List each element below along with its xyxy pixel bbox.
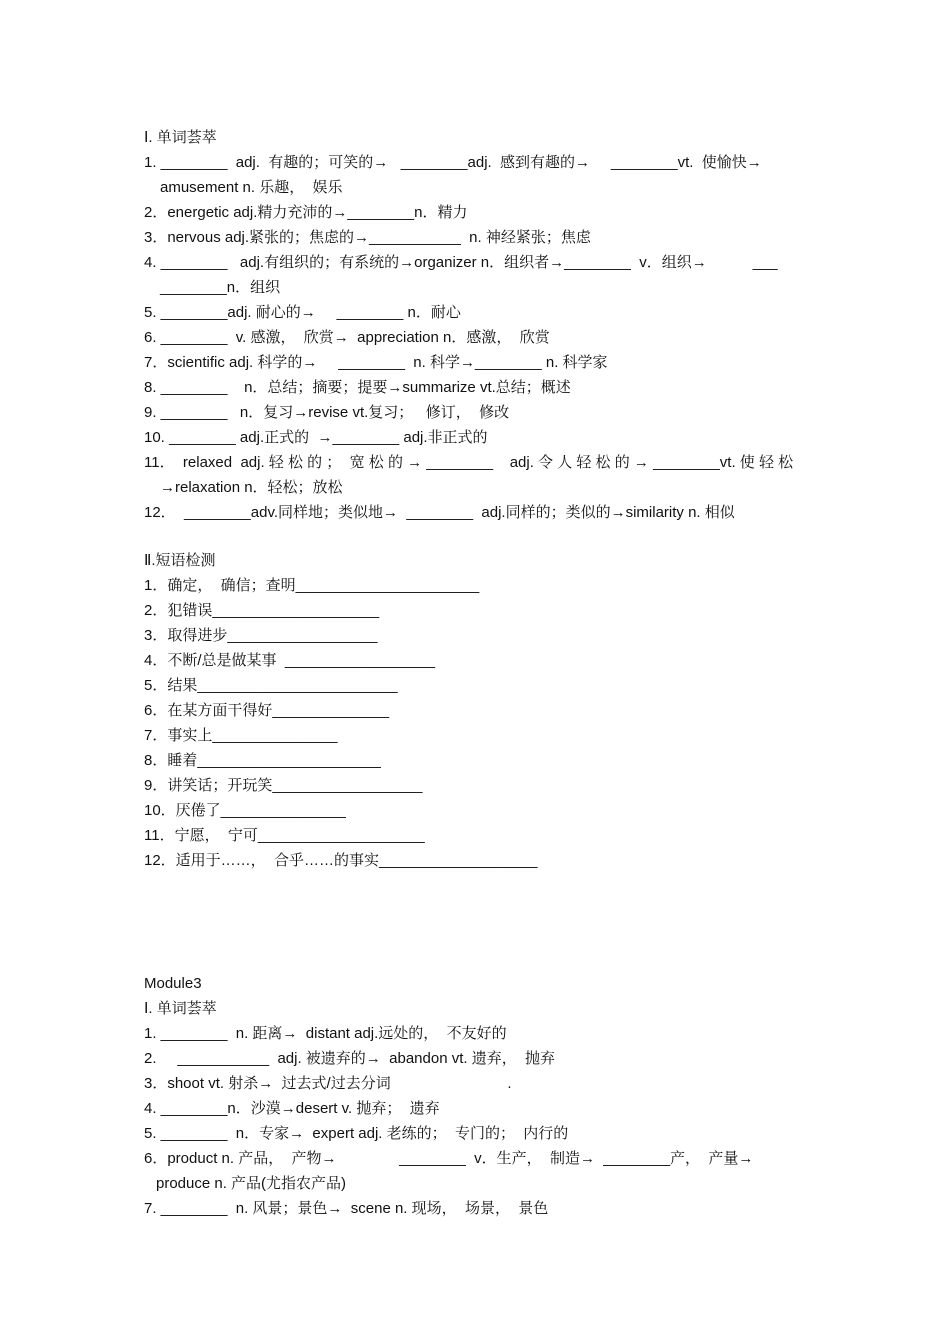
vocab-line: 9. ________ n．复习→revise vt.复习； 修订， 修改 [144,404,510,421]
phrase-line: 2．犯错误____________________ [144,602,380,619]
vocab-line: 2．energetic adj.精力充沛的→________n．精力 [144,204,468,221]
vocab-line: 6. ________ v. 感激， 欣赏→ appreciation n．感激， 欣赏 [144,329,550,346]
phrase-line: 4．不断/总是做某事 __________________ [144,652,436,669]
vocab-heading-1: Ⅰ. 单词荟萃 [144,129,217,146]
vocab-heading-2: Ⅰ. 单词荟萃 [144,1000,217,1017]
vocab-line: amusement n. 乐趣， 娱乐 [160,179,343,196]
phrase-section [144,548,814,873]
vocab-line: 5. ________ n．专家→ expert adj. 老练的； 专门的； 内行的 [144,1125,569,1142]
vocab-line: 1. ________ adj. 有趣的；可笑的→ ________adj. 感到有趣的→ ________vt. 使愉快→ [144,154,762,171]
phrase-line: 10．厌倦了_______________ [144,802,346,819]
phrase-heading: Ⅱ.短语检测 [144,552,216,569]
phrase-line: 9．讲笑话；开玩笑__________________ [144,777,423,794]
vocab-line: 8. ________ n．总结；摘要；提要→summarize vt.总结；概述 [144,379,571,396]
vocab-line: 5. ________adj. 耐心的→ ________ n．耐心 [144,304,461,321]
vocab-line: 12． ________adv.同样地；类似地→ ________ adj.同样的；类似的→similarity n. 相似 [144,504,735,521]
module3-section [144,971,814,1221]
vocab-line: produce n. 产品(尤指农产品) [156,1175,347,1192]
phrase-line: 3．取得进步__________________ [144,627,378,644]
vocab-line: 3．shoot vt. 射杀→ 过去式/过去分词 . [144,1075,512,1092]
vocab-line: 7. ________ n. 风景；景色→ scene n. 现场， 场景， 景色 [144,1200,549,1217]
vocab-line: 6．product n. 产品， 产物→ ________ v．生产， 制造→ ________产， 产量→ [144,1150,754,1167]
vocab-line: 3．nervous adj.紧张的；焦虑的→___________ n. 神经紧张；焦虑 [144,229,591,246]
phrase-line: 7．事实上_______________ [144,727,338,744]
module-title: Module3 [144,975,202,992]
vocab-section-1 [144,125,814,525]
vocab-line: ________n．组织 [160,279,281,296]
vocab-line: 4. ________n．沙漠→desert v. 抛弃； 遗弃 [144,1100,440,1117]
phrase-line: 11．宁愿， 宁可____________________ [144,827,425,844]
phrase-line: 12．适用于……， 合乎……的事实___________________ [144,852,538,869]
vocab-line: 2. ___________ adj. 被遗弃的→ abandon vt. 遗弃， 抛弃 [144,1050,556,1067]
phrase-line: 5．结果________________________ [144,677,398,694]
vocab-line: 7．scientific adj. 科学的→ ________ n. 科学→________ n. 科学家 [144,354,608,371]
vocab-line: 10. ________ adj.正式的 →________ adj.非正式的 [144,429,488,446]
phrase-line: 8．睡着______________________ [144,752,381,769]
phrase-line: 6．在某方面干得好______________ [144,702,390,719]
vocab-line: 11． relaxed adj. 轻 松 的 ； 宽 松 的 → ________ adj. 令 人 轻 松 的 → ________vt. 使 轻 松 [144,454,794,471]
vocab-line: 4. ________ adj.有组织的；有系统的→organizer n．组织者→________ v．组织→ ___ [144,254,778,271]
vocab-line: →relaxation n．轻松；放松 [160,479,343,496]
phrase-line: 1．确定， 确信；查明______________________ [144,577,480,594]
vocab-line: 1. ________ n. 距离→ distant adj.远处的， 不友好的 [144,1025,507,1042]
